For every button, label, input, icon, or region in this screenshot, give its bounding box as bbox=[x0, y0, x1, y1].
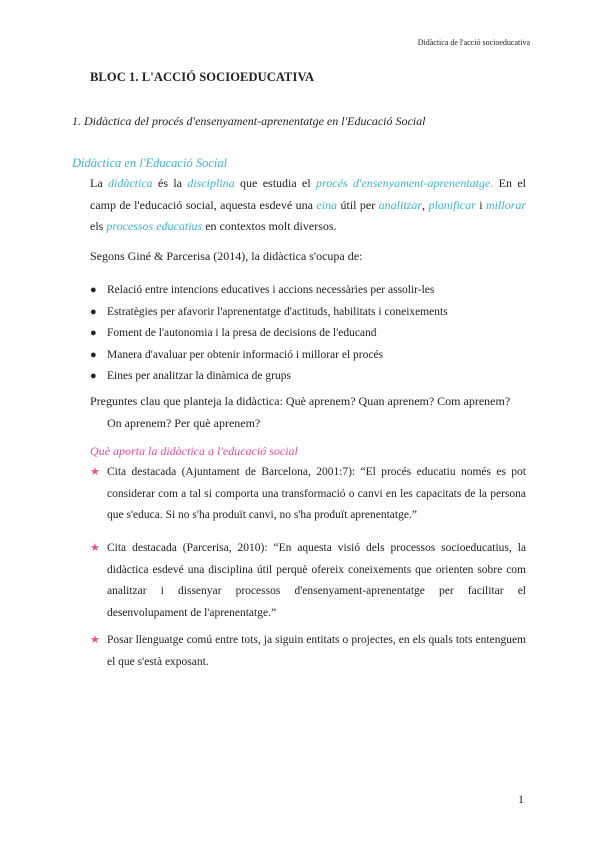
section-title: 1. Didàctica del procés d'ensenyament-aprenentatge en l'Educació Social bbox=[72, 114, 426, 128]
bullet-icon: ● bbox=[90, 305, 97, 318]
term-disciplina: disciplina bbox=[187, 176, 235, 190]
bullet-icon: ● bbox=[90, 370, 97, 382]
list-item bbox=[90, 366, 448, 388]
bullet-list bbox=[90, 280, 448, 388]
intro-text: En el camp de l'educació social, aquesta esdevé una bbox=[90, 176, 526, 212]
list-item bbox=[90, 323, 448, 345]
term-proces: procés d'ensenyament-aprenentatge. bbox=[316, 176, 494, 190]
star-item-text: Cita destacada (Parcerisa, 2010): “En aquesta visió dels processos socioeducatius, la didàctica esdevé una disciplina útil perquè ofereix coneixements que orienten sobre com analitzar i dissenyar processos d'ensenyament-aprenentatge per facilitar el desenvolupament de l'aprenentatge.” bbox=[107, 542, 526, 619]
intro-text: que estudia el bbox=[234, 176, 317, 190]
star-list-item bbox=[90, 462, 526, 527]
gine-paragraph: Segons Giné & Parcerisa (2014), la didàctica s'ocupa de: bbox=[90, 249, 363, 263]
term-didactica: didàctica bbox=[108, 176, 153, 190]
page-number: 1 bbox=[518, 792, 524, 806]
running-header: Didàctica de l'acció socioeducativa bbox=[417, 38, 530, 47]
contribution-title: Què aporta la didàctica a l'educació social bbox=[90, 444, 298, 458]
term-millorar: millorar bbox=[485, 197, 526, 212]
list-item bbox=[90, 302, 448, 324]
star-icon: ★ bbox=[90, 466, 100, 478]
intro-text: els bbox=[90, 219, 107, 233]
term-eina: eina bbox=[316, 197, 338, 212]
term-planificar: planificar bbox=[428, 197, 476, 212]
intro-text: La bbox=[90, 176, 108, 190]
bullet-icon: ● bbox=[90, 327, 97, 339]
list-item-text: Relació entre intencions educatives i accions necessàries per assolir-les bbox=[107, 284, 435, 296]
star-item-text: Posar llenguatge comú entre tots, ja siguin entitats o projectes, en els quals tots entenguem el que s'està exposant. bbox=[107, 634, 526, 668]
list-item bbox=[90, 345, 448, 367]
bullet-icon: ● bbox=[90, 348, 97, 361]
questions-line-1: Preguntes clau que planteja la didàctica: Què aprenem? Quan aprenem? Com aprenem? bbox=[90, 394, 511, 408]
list-item-text: Estratègies per afavorir l'aprenentatge d'actituds, habilitats i coneixements bbox=[107, 305, 448, 318]
list-item bbox=[90, 280, 448, 302]
intro-text: és la bbox=[152, 176, 188, 190]
list-item-text: Manera d'avaluar per obtenir informació i millorar el procés bbox=[107, 348, 384, 361]
questions-line-2: On aprenem? Per què aprenem? bbox=[107, 415, 261, 430]
intro-text: en contextos molt diversos. bbox=[202, 219, 337, 233]
list-item-text: Eines per analitzar la dinàmica de grups bbox=[107, 370, 291, 382]
intro-paragraph bbox=[90, 173, 526, 238]
bloc-title: BLOC 1. L'ACCIÓ SOCIOEDUCATIVA bbox=[90, 70, 315, 84]
bullet-icon: ● bbox=[90, 284, 97, 296]
star-list-item bbox=[90, 630, 526, 673]
questions-paragraph bbox=[90, 391, 526, 434]
term-processos-educatius: processos educatius bbox=[106, 219, 203, 233]
star-icon: ★ bbox=[90, 634, 100, 646]
intro-text: útil per bbox=[337, 197, 379, 212]
subsection-title: Didàctica en l'Educació Social bbox=[72, 156, 228, 170]
star-list-item bbox=[90, 538, 526, 624]
star-item-text: Cita destacada (Ajuntament de Barcelona, 2001:7): “El procés educatiu només es pot considerar com a tal si comporta una transformació o canvi en les capacitats de la persona que s'educa. Si no s'ha produït canvi, no s'ha produït aprenentatge.” bbox=[107, 466, 526, 521]
intro-text: i bbox=[475, 197, 486, 212]
term-analitzar: analitzar bbox=[378, 197, 423, 212]
star-icon: ★ bbox=[90, 542, 100, 554]
intro-text: , bbox=[422, 197, 429, 212]
list-item-text: Foment de l'autonomia i la presa de decisions de l'educand bbox=[107, 327, 377, 339]
